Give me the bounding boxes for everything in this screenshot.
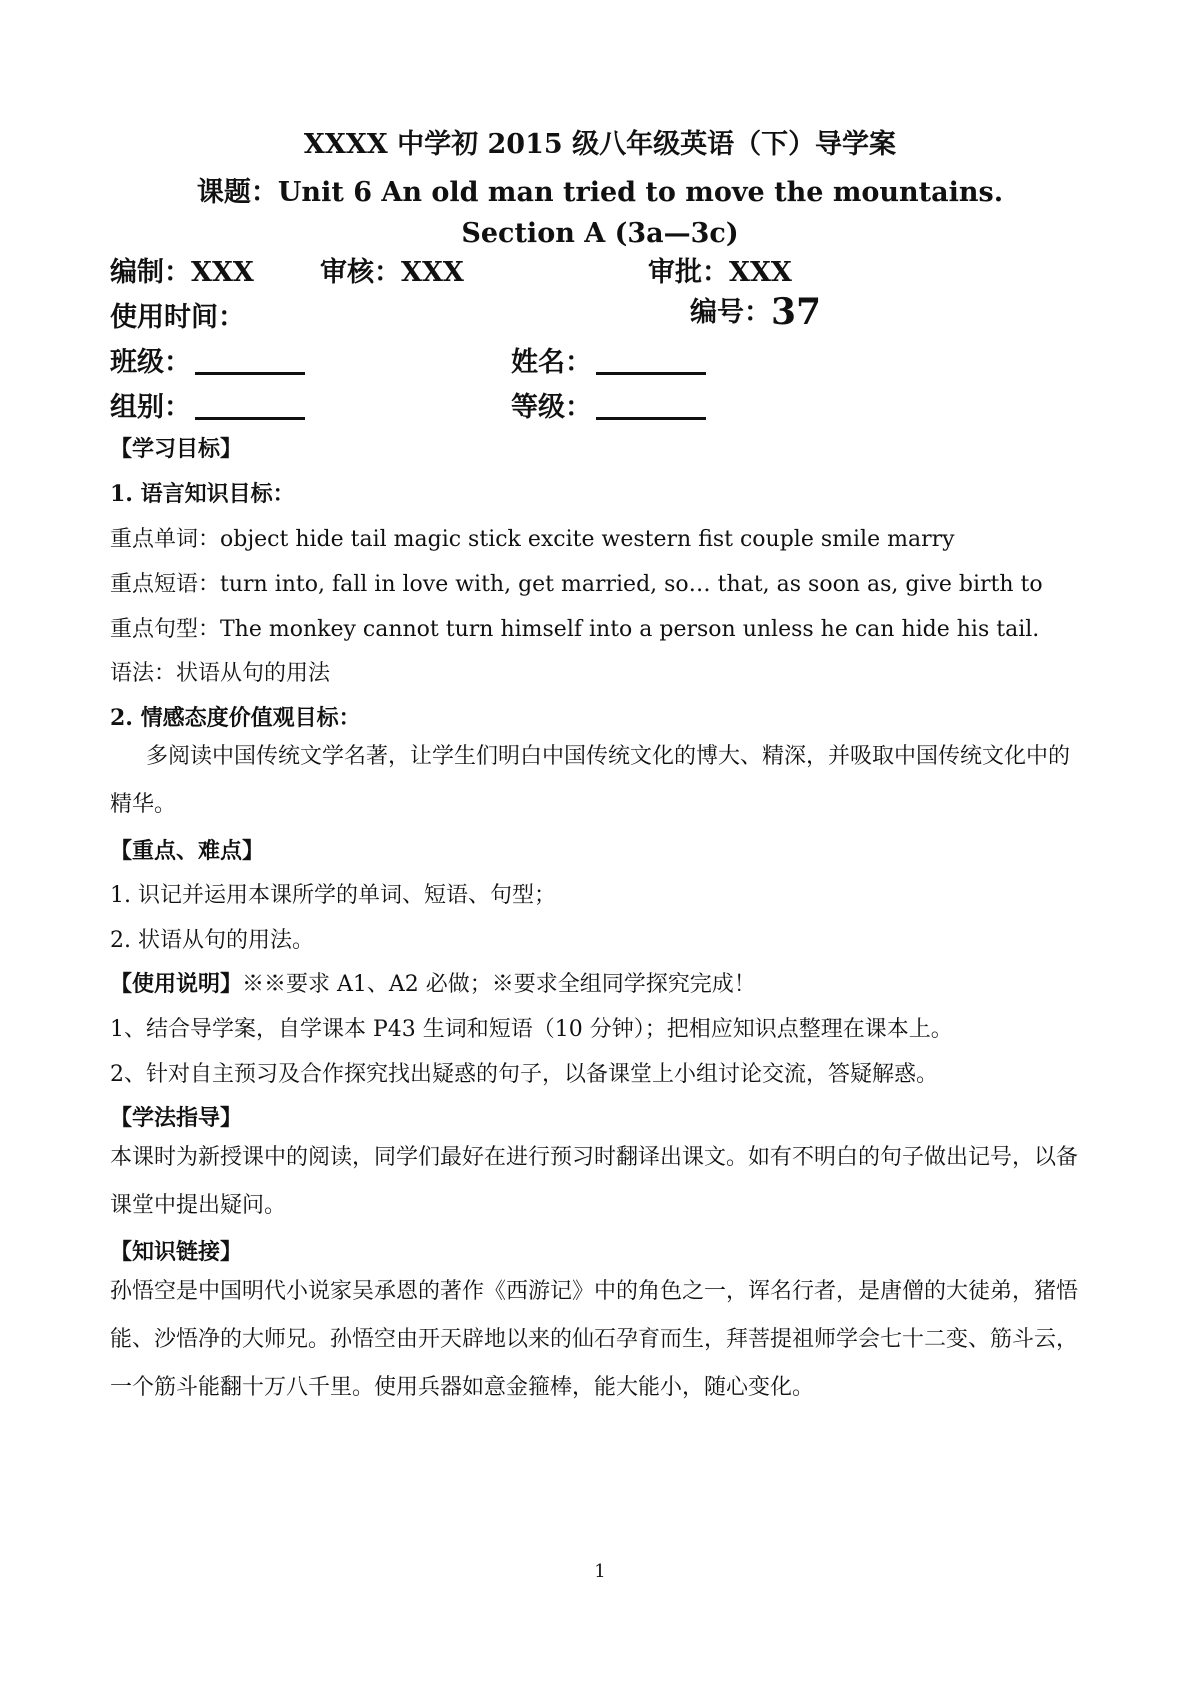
group-label: 组别： xyxy=(110,392,191,423)
language-goals-heading: 1. 语言知识目标： xyxy=(110,481,295,507)
emotion-goals-text: 多阅读中国传统文学名著，让学生们明白中国传统文化的博大、精深，并吸取中国传统文化中的精华。 xyxy=(110,744,1071,817)
number-value: 37 xyxy=(771,291,822,333)
instructions-heading: 【使用说明】 xyxy=(110,971,243,997)
key-point-2: 2. 状语从句的用法。 xyxy=(110,928,314,953)
instructions-line xyxy=(110,967,756,998)
approver-label: 审批：XXX xyxy=(648,257,792,288)
compiler-label: 编制：XXX xyxy=(110,257,254,288)
name-blank[interactable] xyxy=(596,350,706,375)
method-text: 本课时为新授课中的阅读，同学们最好在进行预习时翻译出课文。如有不明白的句子做出记号，以备课堂中提出疑问。 xyxy=(110,1145,1079,1218)
instructions-requirement: ※※要求 A1、A2 必做；※要求全组同学探究完成！ xyxy=(242,972,756,997)
instruction-2: 2、针对自主预习及合作探究找出疑惑的句子，以备课堂上小组讨论交流，答疑解惑。 xyxy=(110,1062,938,1087)
reviewer-label: 审核：XXX xyxy=(320,257,464,288)
name-field[interactable] xyxy=(511,340,706,379)
use-time-label: 使用时间： xyxy=(110,302,245,333)
document-title: XXXX 中学初 2015 级八年级英语（下）导学案 xyxy=(303,129,897,160)
grade-blank[interactable] xyxy=(596,395,706,420)
instruction-1: 1、结合导学案，自学课本 P43 生词和短语（10 分钟）；把相应知识点整理在课本上。 xyxy=(110,1017,953,1042)
lesson-topic: 课题：Unit 6 An old man tried to move the mountains. xyxy=(196,177,1004,208)
key-point-1: 1. 识记并运用本课所学的单词、短语、句型； xyxy=(110,883,556,908)
knowledge-heading: 【知识链接】 xyxy=(110,1239,243,1265)
knowledge-text: 孙悟空是中国明代小说家吴承恩的著作《西游记》中的角色之一，诨名行者，是唐僧的大徒弟，猪悟能、沙悟净的大师兄。孙悟空由开天辟地以来的仙石孕育而生，拜菩提祖师学会七十二变、筋斗云，一个筋斗能翻十万八千里。使用兵器如意金箍棒，能大能小，随心变化。 xyxy=(110,1279,1079,1400)
key-words: 重点单词：object hide tail magic stick excite western fist couple smile marry xyxy=(110,527,955,552)
goals-heading: 【学习目标】 xyxy=(110,436,243,462)
page-number: 1 xyxy=(594,1561,606,1582)
class-label: 班级： xyxy=(110,347,191,378)
document-number xyxy=(690,290,821,333)
key-phrases: 重点短语：turn into, fall in love with, get married, so… that, as soon as, give birth to xyxy=(110,572,1043,597)
key-points-heading: 【重点、难点】 xyxy=(110,838,265,864)
number-label: 编号： xyxy=(690,297,771,328)
class-field[interactable] xyxy=(110,340,305,379)
emotion-goals-heading: 2. 情感态度价值观目标： xyxy=(110,705,361,731)
grade-field[interactable] xyxy=(511,385,706,424)
grade-label: 等级： xyxy=(511,392,592,423)
group-blank[interactable] xyxy=(195,395,305,420)
key-sentence: 重点句型：The monkey cannot turn himself into a person unless he can hide his tail. xyxy=(110,617,1040,642)
class-blank[interactable] xyxy=(195,350,305,375)
method-heading: 【学法指导】 xyxy=(110,1105,243,1131)
lesson-section: Section A (3a—3c) xyxy=(461,218,739,249)
name-label: 姓名： xyxy=(511,347,592,378)
group-field[interactable] xyxy=(110,385,305,424)
grammar-point: 语法：状语从句的用法 xyxy=(110,661,331,686)
